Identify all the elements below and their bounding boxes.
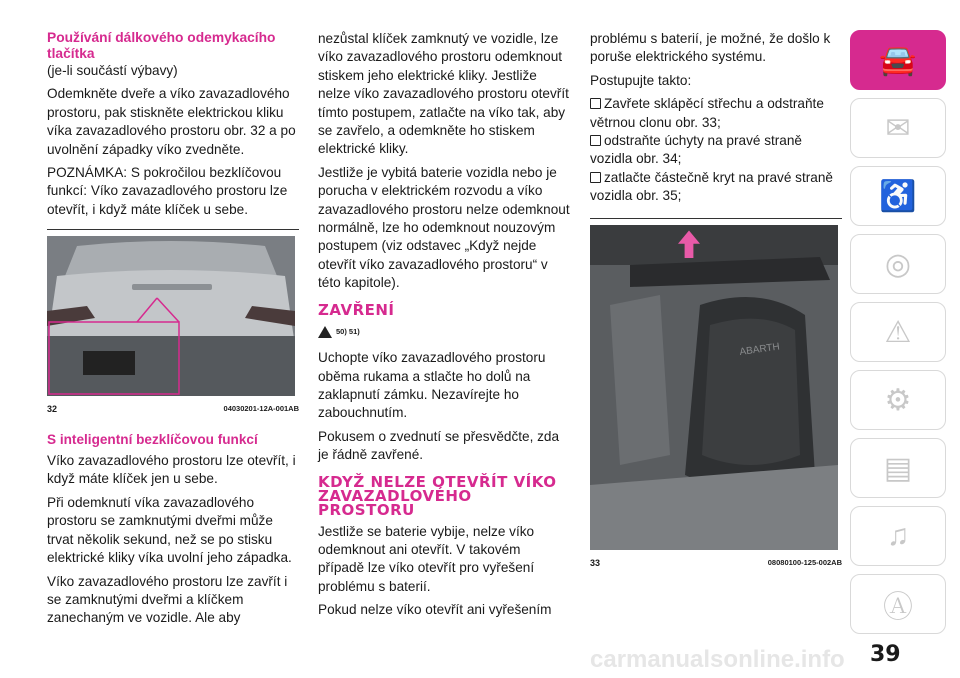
paragraph: Pokusem o zvednutí se přesvědčte, zda je řádně zavřené. — [318, 428, 560, 463]
specs-icon[interactable]: ▤ — [850, 438, 946, 498]
paragraph: Víko zavazadlového prostoru lze otevřít, i když máte klíček jen u sebe. — [47, 453, 296, 487]
figure-caption — [590, 554, 842, 572]
seat-logo-text: ABARTH — [738, 341, 781, 358]
paragraph: Pokud nelze víko otevřít ani vyřešením — [318, 602, 552, 618]
maintenance-icon[interactable]: ⚙ — [850, 370, 946, 430]
steering-wheel-icon[interactable]: ◎ — [850, 234, 946, 294]
column-1 — [47, 30, 299, 633]
step-item: Zavřete sklápěcí střechu a odstraňte větrnou clonu obr. 33; — [590, 96, 824, 130]
airbag-icon[interactable]: ♿ — [850, 166, 946, 226]
emergency-icon[interactable]: ⚠ — [850, 302, 946, 362]
section-heading: Používání dálkového odemykacího tlačítka — [47, 30, 276, 61]
multimedia-icon[interactable]: ♫ — [850, 506, 946, 566]
warning-numbers: 50) 51) — [336, 326, 360, 336]
column-2 — [318, 30, 570, 625]
figure-code: 08080100-125-002AB — [767, 557, 842, 567]
section-heading-cannot-open: KDYŽ NELZE OTEVŘÍT VÍKO ZAVAZADLOVÉHO PROSTORU — [318, 472, 557, 519]
paragraph: Uchopte víko zavazadlového prostoru oběma rukama a stlačte ho dolů na zaklapnutí zámku. Nezavírejte ho zabouchnutím. — [318, 350, 546, 421]
checkbox-icon — [590, 98, 601, 109]
paragraph: POZNÁMKA: S pokročilou bezklíčovou funkcí: Víko zavazadlového prostoru lze otevřít, i když máte klíček u sebe. — [47, 165, 288, 217]
figure-number: 33 — [590, 557, 601, 568]
figure-number: 32 — [47, 404, 58, 415]
trunk-illustration — [47, 236, 295, 396]
trunk-photo — [47, 236, 295, 396]
column-3 — [590, 30, 842, 572]
watermark: carmanualsonline.info — [590, 646, 845, 673]
section-note: (je-li součástí výbavy) — [47, 63, 178, 78]
step-item: odstraňte úchyty na pravé straně vozidla obr. 34; — [590, 133, 802, 167]
page-number: 39 — [870, 642, 901, 667]
seat-illustration — [590, 225, 838, 550]
paragraph: Odemkněte dveře a víko zavazadlového prostoru, pak stiskněte elektrickou kliku víka zavazadlového prostoru obr. 32 a po uvolnění západky víko zvedněte. — [47, 86, 296, 157]
figure-32 — [47, 229, 299, 418]
checkbox-icon — [590, 172, 601, 183]
car-info-icon[interactable]: 🚘 — [850, 30, 946, 90]
paragraph: Jestliže je vybitá baterie vozidla nebo je porucha v elektrickém rozvodu a víko zavazadlového prostoru nelze odemknout normálně, lze ho odemknout nouzovým postupem (viz odstavec „Když nejde otevřít víko zavazadlového prostoru“ v této kapitole). — [318, 164, 570, 291]
seat-photo — [590, 225, 838, 550]
section-heading-closing: ZAVŘENÍ — [318, 300, 395, 319]
paragraph: Při odemknutí víka zavazadlového prostoru se zamknutými dveřmi může trvat několik sekund, než se po stisku elektrické kliky víka uvolní jeho západka. — [47, 494, 292, 566]
index-icon[interactable]: Ⓐ — [850, 574, 946, 634]
warning-reference — [318, 323, 570, 341]
warning-triangle-icon — [318, 326, 332, 338]
warning-lights-icon[interactable]: ✉ — [850, 98, 946, 158]
paragraph: Jestliže se baterie vybije, nelze víko odemknout ani otevřít. V takovém případě lze víko otevřít pro vyřešení problému s baterií. — [318, 523, 535, 594]
subheading: S inteligentní bezklíčovou funkcí — [47, 431, 258, 447]
figure-33 — [590, 218, 842, 572]
figure-caption — [47, 400, 299, 418]
checkbox-icon — [590, 135, 601, 146]
paragraph: Postupujte takto: — [590, 72, 692, 88]
step-item: zatlačte částečně kryt na pravé straně vozidla obr. 35; — [590, 169, 833, 204]
paragraph: problému s baterií, je možné, že došlo k poruše elektrického systému. — [590, 31, 831, 65]
paragraph: nezůstal klíček zamknutý ve vozidle, lze víko zavazadlového prostoru odemknout stiskem jeho elektrické kliky. Jestliže nelze víko zavazadlového prostoru otevřít tímto postupem, zatlačte na víko tak, aby se zavřelo, a odemkněte ho stiskem elektrické kliky. — [318, 31, 569, 157]
chapter-sidebar — [850, 30, 946, 642]
figure-code: 04030201-12A-001AB — [223, 404, 299, 414]
paragraph: Víko zavazadlového prostoru lze zavřít i se zamknutými dveřmi a klíčkem zanechaným ve vozidle. Ale aby — [47, 573, 288, 626]
